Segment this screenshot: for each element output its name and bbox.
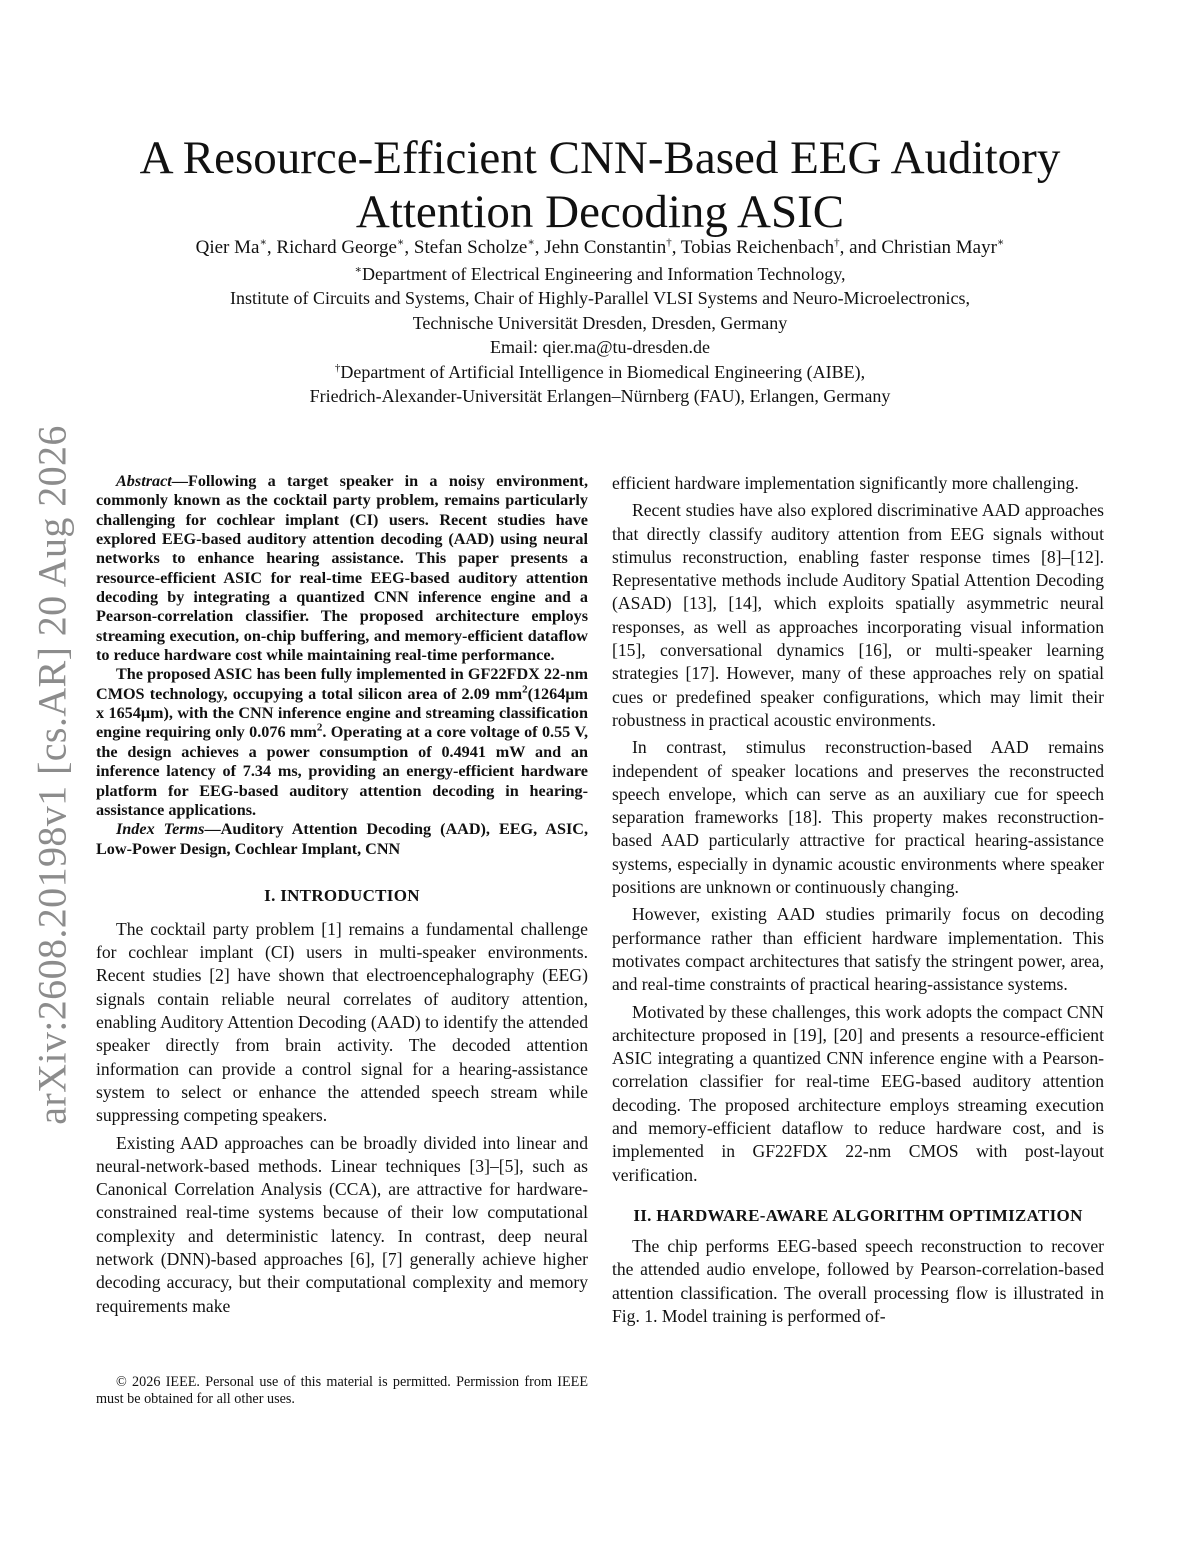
author-name: Jehn Constantin bbox=[544, 237, 667, 258]
affiliation-2-line-2: Friedrich-Alexander-Universität Erlangen–Nürnberg (FAU), Erlangen, Germany bbox=[309, 386, 891, 407]
superscript: 2 bbox=[522, 683, 528, 696]
author-mark: ∗ bbox=[527, 236, 535, 249]
author-name: Tobias Reichenbach bbox=[680, 237, 835, 258]
abstract-text: . Operating at a core voltage of 0.55 V, the design achieves a power consumption of 0.4941 mW and an inference latency of 7.34 ms, providing an energy-efficient hardware platform for EEG-based auditory attention decoding in hearing-assistance applications. bbox=[96, 723, 588, 819]
affiliation-text: Department of Artificial Intelligence in Biomedical Engineering (AIBE), bbox=[340, 361, 866, 382]
intro-paragraph-3: Recent studies have also explored discriminative AAD approaches that directly classify auditory attention from EEG signals without stimulus reconstruction, enabling faster response times [8]–[12]. Representative methods include Auditory Spatial Attention Decoding (ASAD) [13], [14], which exploits spatially asymmetric neural responses, as well as approaches incorporating visual information [15], conversational dynamics [16], or multi-speaker learning strategies [17]. However, many of these approaches rely on spatial cues or predefined speaker configurations, which may limit their robustness in practical acoustic environments. bbox=[612, 500, 1104, 730]
abstract-text: (1264μm x 1654μm), with the CNN inference engine and streaming classification engine requiring only 0.076 mm bbox=[96, 684, 588, 742]
author-name: Stefan Scholze bbox=[413, 237, 528, 258]
section2-paragraph-1: The chip performs EEG-based speech reconstruction to recover the attended audio envelope, followed by Pearson-correlation-based attention classification. The overall processing flow is illustrated in Fig. 1. Model training is performed of- bbox=[612, 1235, 1104, 1326]
abstract-label: Abstract bbox=[116, 472, 172, 490]
abstract-text: The proposed ASIC has been fully implemented in GF22FDX 22-nm CMOS technology, occupying a total silicon area of 2.09 mm bbox=[96, 665, 588, 703]
intro-paragraph-2-continued: efficient hardware implementation significantly more challenging. bbox=[612, 473, 1079, 493]
affiliation-1-line-3: Technische Universität Dresden, Dresden, Germany bbox=[412, 312, 788, 333]
section-number: II. H bbox=[633, 1205, 670, 1225]
right-column bbox=[612, 472, 1104, 1328]
section-heading-hardware-aware bbox=[612, 1205, 1104, 1227]
author-list: Qier Ma∗, Richard George∗, Stefan Scholze∗, Jehn Constantin†, Tobias Reichenbach†, and Christian Mayr∗ bbox=[195, 236, 1005, 258]
intro-paragraph-6: Motivated by these challenges, this work adopts the compact CNN architecture proposed in [19], [20] and presents a resource-efficient ASIC integrating a quantized CNN inference engine with a Pearson-correlation classifier for real-time EEG-based auditory attention decoding. The proposed architecture employs streaming execution and memory-efficient dataflow to reduce hardware cost, and is implemented in GF22FDX 22-nm CMOS with post-layout verification. bbox=[612, 1001, 1104, 1185]
author-email: Email: qier.ma@tu-dresden.de bbox=[489, 337, 710, 358]
index-terms-text: Auditory Attention Decoding (AAD), EEG, ASIC, Low-Power Design, Cochlear Implant, CNN bbox=[96, 820, 589, 858]
arxiv-identifier-stamp bbox=[12, 425, 92, 1125]
intro-paragraph-1: The cocktail party problem [1] remains a fundamental challenge for cochlear implant (CI) users in multi-speaker environments. Recent studies [2] have shown that electroencephalography (EEG) signals contain reliable neural correlates of auditory attention, enabling Auditory Attention Decoding (AAD) to identify the attended speaker directly from brain activity. The decoded attention information can provide a control signal for a hearing-assistance system to select or enhance the attended speech stream while suppressing competing speakers. bbox=[96, 918, 588, 1126]
author-name: and Christian Mayr bbox=[849, 237, 997, 258]
author-mark: ∗ bbox=[259, 236, 267, 249]
affiliation-text: Department of Electrical Engineering and Information Technology, bbox=[361, 264, 846, 284]
paper-title bbox=[100, 131, 1100, 239]
intro-paragraph-2: Existing AAD approaches can be broadly divided into linear and neural-network-based methods. Linear techniques [3]–[5], such as Canonical Correlation Analysis (CCA), are attractive for hardware-constrained real-time systems because of their low computational complexity and deterministic latency. In contrast, deep neural network (DNN)-based approaches [6], [7] generally achieve higher decoding accuracy, but their computational complexity and memory requirements make bbox=[96, 1132, 588, 1316]
affiliation-mark: ∗ bbox=[354, 264, 362, 276]
section-title: NTRODUCTION bbox=[287, 885, 420, 905]
abstract-dash: — bbox=[171, 472, 188, 490]
author-mark: ∗ bbox=[396, 236, 405, 249]
section-heading-introduction bbox=[96, 885, 588, 907]
author-mark: ∗ bbox=[996, 236, 1005, 249]
superscript: 2 bbox=[316, 722, 323, 735]
index-terms-label: Index Terms bbox=[116, 820, 205, 839]
section-number: I. I bbox=[264, 885, 288, 905]
paper-title-line-1: A Resource-Efficient CNN-Based EEG Auditory bbox=[139, 132, 1061, 185]
abstract bbox=[96, 472, 588, 859]
abstract-text: Following a target speaker in a noisy environment, commonly known as the cocktail party problem, remains particularly challenging for cochlear implant (CI) users. Recent studies have explored EEG-based auditory attention decoding (AAD) using neural networks to enhance hearing assistance. This paper presents a resource-efficient ASIC for real-time EEG-based auditory attention decoding by integrating a quantized CNN inference engine and a Pearson-correlation classifier. The proposed architecture employs streaming execution, on-chip buffering, and memory-efficient dataflow to reduce hardware cost while maintaining real-time performance. bbox=[96, 472, 588, 665]
affiliation-2-line-1 bbox=[100, 360, 1100, 384]
left-column bbox=[96, 472, 588, 1318]
affiliation-mark: † bbox=[334, 361, 341, 374]
intro-paragraph-5: However, existing AAD studies primarily focus on decoding performance rather than efficient hardware implementation. This motivates compact architectures that satisfy the stringent power, area, and real-time constraints of practical hearing-assistance systems. bbox=[612, 904, 1104, 995]
author-name: Richard George bbox=[276, 237, 397, 258]
author-mark: † bbox=[666, 236, 672, 249]
arxiv-identifier: arXiv:2608.20198v1 [cs.AR] 20 Aug 2026 bbox=[29, 425, 75, 1125]
author-name: Qier Ma bbox=[195, 237, 260, 258]
affiliations bbox=[100, 262, 1100, 408]
affiliation-1-line-2: Institute of Circuits and Systems, Chair of Highly-Parallel VLSI Systems and Neuro-Microelectronics, bbox=[229, 288, 971, 309]
copyright-footnote: © 2026 IEEE. Personal use of this material is permitted. Permission from IEEE must be obtained for all other uses. bbox=[96, 1374, 588, 1407]
index-terms-dash: — bbox=[204, 820, 221, 839]
affiliation-1-line-1 bbox=[100, 262, 1100, 286]
index-terms bbox=[96, 820, 588, 859]
paper-title-line-2: Attention Decoding ASIC bbox=[355, 186, 845, 239]
abstract-paragraph-1 bbox=[96, 472, 588, 665]
abstract-paragraph-2 bbox=[96, 665, 588, 820]
author-mark: † bbox=[834, 236, 840, 249]
section-title: ARDWARE-AWARE ALGORITHM OPTIMIZATION bbox=[669, 1205, 1083, 1225]
intro-paragraph-4: In contrast, stimulus reconstruction-based AAD remains independent of speaker locations and preserves the reconstructed speech envelope, which can serve as an auxiliary cue for speech separation frameworks [18]. This property makes reconstruction-based AAD particularly attractive for practical hearing-assistance systems, especially in dynamic acoustic environments where speaker positions are unknown or continuously changing. bbox=[612, 737, 1104, 898]
